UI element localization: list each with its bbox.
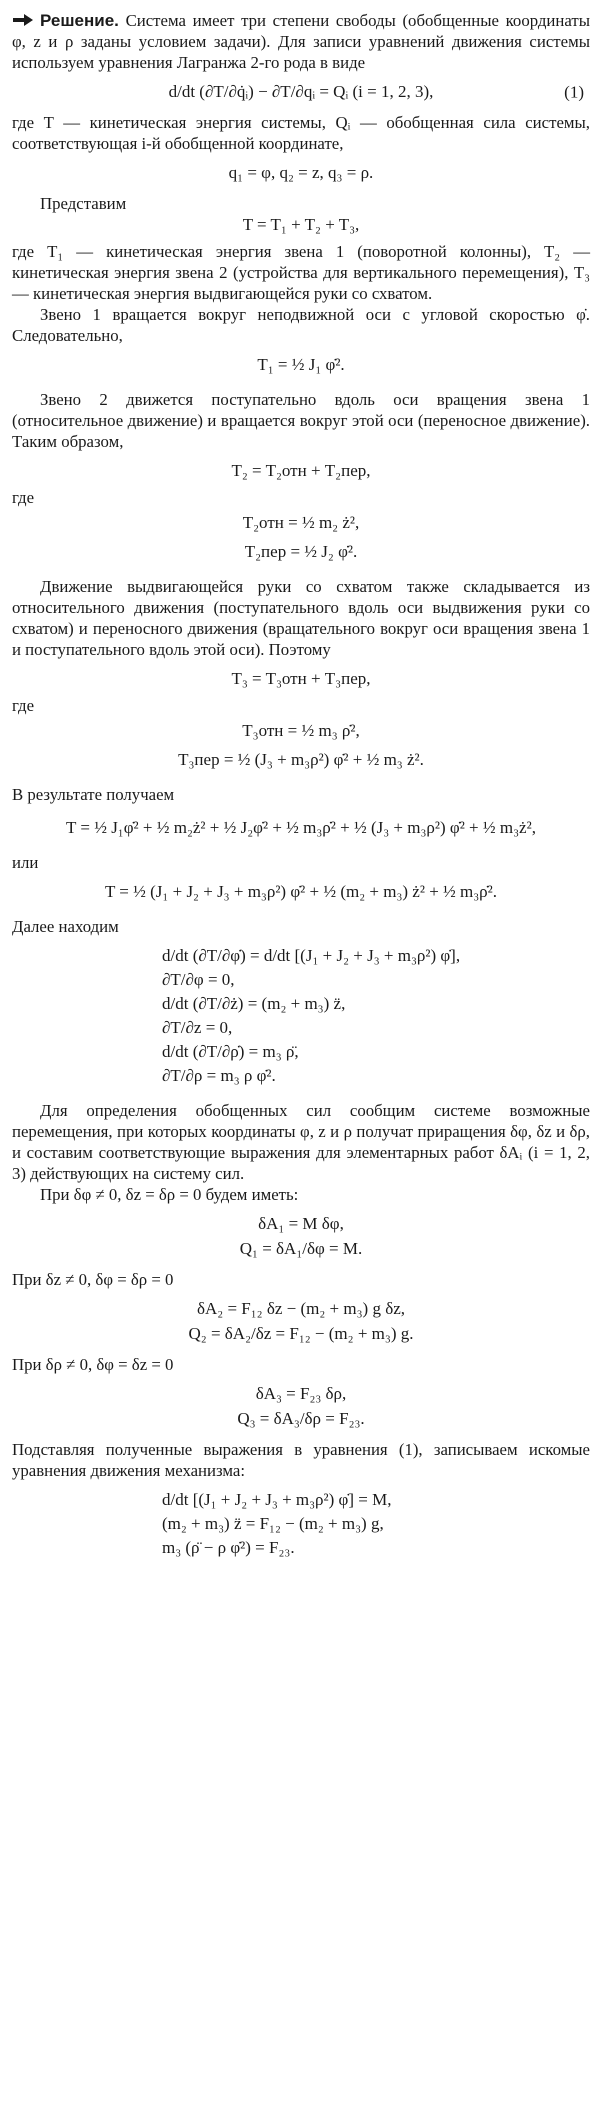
T3-relative-equation: T₃отн = ½ m₃ ρ̇², (242, 721, 360, 740)
solution-heading: Решение. (40, 11, 119, 30)
T2-equation: T₂ = T₂отн + T₂пер, (231, 461, 371, 480)
case2-text: При δz ≠ 0, δφ = δρ = 0 (12, 1270, 174, 1289)
T2-relative-equation: T₂отн = ½ m₂ ż², (242, 513, 360, 532)
T1-equation: T₁ = ½ J₁ φ̇². (257, 355, 345, 374)
T2-transport-equation: T₂пер = ½ J₂ φ̇². (244, 542, 358, 561)
final-equation-z: (m₂ + m₃) z̈ = F₁₂ − (m₂ + m₃) g, (162, 1514, 384, 1533)
link2-where: где (12, 488, 35, 507)
final-equation-phi: d/dt [(J₁ + J₂ + J₃ + m₃ρ²) φ̇] = M, (162, 1490, 392, 1509)
forces-paragraph: Для определения обобщенных сил сообщим системе возможные перемещения, при которых координаты φ, z и ρ получат приращения δφ, δz и δρ, и составим соответствующие выражения для элементарных работ δAᵢ (i = 1, 2, 3) действующих на систему сил. (12, 1101, 590, 1183)
intro-text: Система имеет три степени свободы (обобщенные координаты φ, z и ρ заданы условием задачи). Для записи уравнений движения системы используем уравнения Лагранжа 2-го рода в виде (12, 11, 591, 72)
result-text: В результате получаем (12, 785, 175, 804)
coordinates-equation: q₁ = φ, q₂ = z, q₃ = ρ. (228, 163, 374, 182)
T-combined-equation: T = ½ (J₁ + J₂ + J₃ + m₃ρ²) φ̇² + ½ (m₂ + m₃) ż² + ½ m₃ρ̇². (104, 882, 498, 901)
pointing-hand-icon (12, 13, 34, 27)
derivative-phi: ∂T/∂φ = 0, (162, 970, 235, 989)
case1-text: При δφ ≠ 0, δz = δρ = 0 будем иметь: (40, 1185, 299, 1204)
link1-paragraph: Звено 1 вращается вокруг неподвижной оси с угловой скоростью φ̇. Следовательно, (12, 305, 590, 345)
Q3-equation: Q₃ = δA₃/δρ = F₂₃. (237, 1409, 365, 1428)
lagrange-equation (12, 81, 590, 102)
link3-paragraph: Движение выдвигающейся руки со схватом также складывается из относительного движения (поступательного вдоль оси выдвижения руки со схватом) и переносного движения (вращательного вокруг оси вращения звена 1 и поступательного вдоль этой оси). Поэтому (12, 577, 590, 659)
where-T-paragraph: где T — кинетическая энергия системы, Qᵢ — обобщенная сила системы, соответствующая i-й обобщенной координате, (12, 113, 590, 153)
represent-text: Представим (40, 194, 127, 213)
final-equations-block (12, 1489, 590, 1558)
derivatives-block (12, 945, 590, 1086)
where-T123-paragraph: где T₁ — кинетическая энергия звена 1 (поворотной колонны), T₂ — кинетическая энергия звена 2 (устройства для вертикального перемещения), T₃ — кинетическая энергия выдвигающейся руки со схватом. (12, 242, 590, 303)
T-sum-equation: T = T₁ + T₂ + T₃, (242, 215, 360, 234)
Q2-equation: Q₂ = δA₂/δz = F₁₂ − (m₂ + m₃) g. (188, 1324, 414, 1343)
T3-transport-equation: T₃пер = ½ (J₃ + m₃ρ²) φ̇² + ½ m₃ ż². (178, 750, 424, 769)
final-equation-rho: m₃ (ρ̈ − ρ φ̇²) = F₂₃. (162, 1538, 295, 1557)
derivative-rho-dot: d/dt (∂T/∂ρ̇) = m₃ ρ̈, (162, 1042, 299, 1061)
equation-number: (1) (564, 82, 584, 101)
final-paragraph: Подставляя полученные выражения в уравнения (1), записываем искомые уравнения движения механизма: (12, 1440, 590, 1480)
or-text: или (12, 853, 39, 872)
derivative-z-dot: d/dt (∂T/∂ż) = (m₂ + m₃) z̈, (162, 994, 346, 1013)
derivatives-text: Далее находим (12, 917, 119, 936)
Q1-equation: Q₁ = δA₁/δφ = M. (239, 1239, 363, 1258)
solution-intro-paragraph (12, 10, 590, 73)
dA2-equation: δA₂ = F₁₂ δz − (m₂ + m₃) g δz, (196, 1299, 406, 1318)
derivative-z: ∂T/∂z = 0, (162, 1018, 233, 1037)
T-full-equation: T = ½ J₁φ̇² + ½ m₂ż² + ½ J₂φ̇² + ½ m₃ρ̇² + ½ (J₃ + m₃ρ²) φ̇² + ½ m₃ż², (66, 818, 536, 837)
T3-equation: T₃ = T₃отн + T₃пер, (231, 669, 371, 688)
link3-where: где (12, 696, 35, 715)
derivative-rho: ∂T/∂ρ = m₃ ρ φ̇². (162, 1066, 276, 1085)
lagrange-equation-text: d/dt (∂T/∂q̇ᵢ) − ∂T/∂qᵢ = Qᵢ (i = 1, 2, 3), (168, 82, 434, 101)
derivative-phi-dot: d/dt (∂T/∂φ̇) = d/dt [(J₁ + J₂ + J₃ + m₃ρ²) φ̇], (162, 946, 461, 965)
case3-text: При δρ ≠ 0, δφ = δz = 0 (12, 1355, 174, 1374)
dA3-equation: δA₃ = F₂₃ δρ, (255, 1384, 347, 1403)
link2-paragraph: Звено 2 движется поступательно вдоль оси вращения звена 1 (относительное движение) и вращается вокруг этой оси (переносное движение). Таким образом, (12, 390, 590, 451)
dA1-equation: δA₁ = M δφ, (258, 1214, 344, 1233)
